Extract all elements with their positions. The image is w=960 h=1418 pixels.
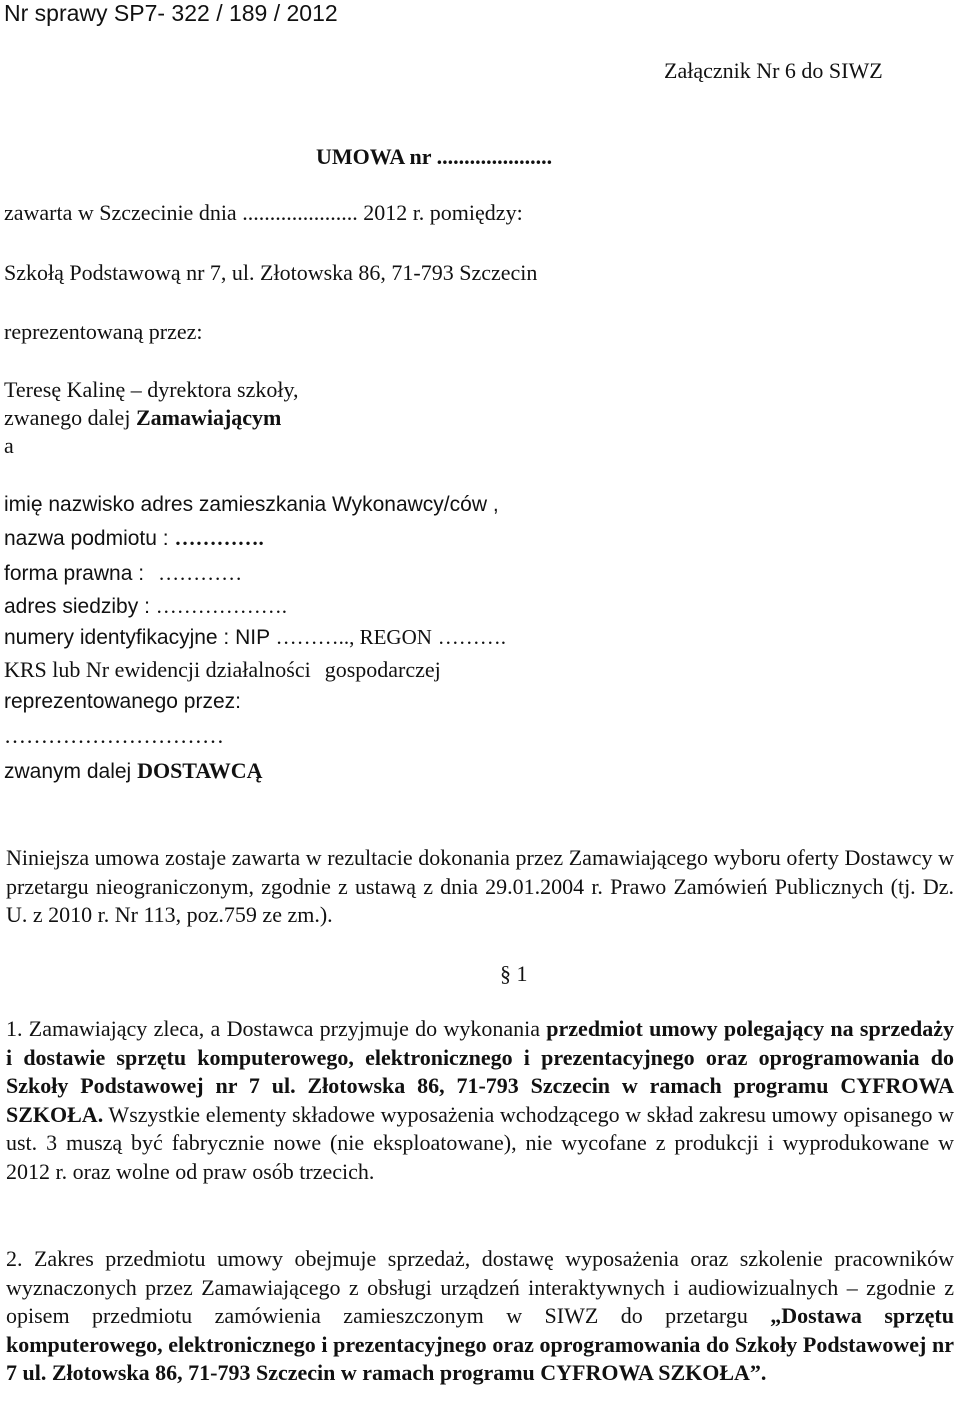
- krs-line: [4, 656, 441, 684]
- entity-name-dots: ………….: [174, 526, 264, 550]
- and-line: a: [4, 433, 14, 458]
- entity-name-line: [4, 524, 264, 553]
- seat-line: [4, 592, 287, 621]
- legal-form-line: [4, 559, 242, 588]
- legal-form-dots: …………: [158, 561, 243, 585]
- section1-paragraph-2: [6, 1245, 954, 1388]
- entity-name-label: nazwa podmiotu :: [4, 527, 169, 550]
- client-role-name: Zamawiającym: [135, 405, 282, 430]
- contract-concluded-line: zawarta w Szczecinie dnia ..................... 2012 r. pomiędzy:: [4, 200, 523, 225]
- nip-dots: ………..: [275, 625, 350, 649]
- contract-title: UMOWA nr .....................: [316, 144, 553, 169]
- seat-label: adres siedziby :: [4, 595, 150, 618]
- section1-paragraph-1: [6, 1015, 954, 1186]
- supplier-role-name: DOSTAWCĄ: [137, 758, 263, 783]
- called-client-line: [4, 404, 281, 432]
- intro-paragraph: Niniejsza umowa zostaje zawarta w rezultacie dokonania przez Zamawiającego wyboru oferty Dostawcy w przetargu nieograniczonym, zgodnie z ustawą z dnia 29.01.2004 r. Prawo Zamówień Publicznych (tj. Dz. U. z 2010 r. Nr 113, poz.759 ze zm.).: [6, 845, 954, 927]
- case-number: Nr sprawy SP7- 322 / 189 / 2012: [4, 0, 338, 26]
- krs-label: KRS lub Nr ewidencji działalności: [4, 657, 311, 682]
- p1-subject: przedmiot umowy polegający na sprzedaży i dostawie sprzętu komputerowego, elektronicznego i prezentacyjnego oraz oprogramowania do Szkoły Podstawowej nr 7 ul. Złotowska 86, 71-793 Szczecin w ramach programu CYFROWA SZKOŁA.: [6, 1016, 955, 1127]
- represented-by-line: reprezentowaną przez:: [4, 319, 203, 344]
- represented2-line: reprezentowanego przez:: [4, 690, 241, 713]
- school-line: Szkołą Podstawową nr 7, ul. Złotowska 86, 71-793 Szczecin: [4, 260, 538, 285]
- p1-conditions: Wszystkie elementy składowe wyposażenia wchodzącego w skład zakresu umowy opisanego w ust. 3 muszą być fabrycznie nowe (nie eksploatowane), nie wycofane z produkcji i wyprodukowane w 2012 r. oraz wolne od praw osób trzecich.: [6, 1101, 954, 1184]
- called-supplier-line: [4, 757, 263, 786]
- section-symbol: § 1: [500, 961, 528, 986]
- called2-prefix: zwanym dalej: [4, 760, 138, 783]
- seat-dots: ……………….: [155, 594, 287, 618]
- called-prefix: zwanego dalej: [4, 405, 136, 430]
- p2-scope: 2. Zakres przedmiotu umowy obejmuje sprzedaż, dostawę wyposażenia oraz szkolenie pracowników wyznaczonych przez Zamawiającego z obsługi urządzeń interaktywnych i audiowizualnych – zgodnie z opisem przedmiotu zamówienia zamieszczonym w SIWZ do przetargu: [6, 1246, 954, 1328]
- p1-intro: 1. Zamawiający zleca, a Dostawca przyjmuje do wykonania: [6, 1016, 547, 1041]
- ids-label: numery identyfikacyjne : NIP: [4, 626, 270, 649]
- legal-form-label: forma prawna :: [4, 562, 145, 585]
- krs-label-end: gospodarczej: [324, 657, 441, 682]
- regon-label: , REGON: [349, 625, 432, 649]
- represented2-dots: …………………………: [4, 723, 224, 748]
- director-line: Teresę Kalinę – dyrektora szkoły,: [4, 377, 299, 402]
- regon-dots: ……….: [437, 625, 507, 649]
- contractor-header-line: imię nazwisko adres zamieszkania Wykonawcy/ców ,: [4, 493, 499, 516]
- p2-tender-name: „Dostawa sprzętu komputerowego, elektronicznego i prezentacyjnego oraz oprogramowania do Szkoły Podstawowej nr 7 ul. Złotowska 86, 71-793 Szczecin w ramach programu CYFROWA SZKOŁA”.: [6, 1303, 954, 1385]
- ids-line: [4, 623, 506, 652]
- attachment-label: Załącznik Nr 6 do SIWZ: [664, 58, 883, 83]
